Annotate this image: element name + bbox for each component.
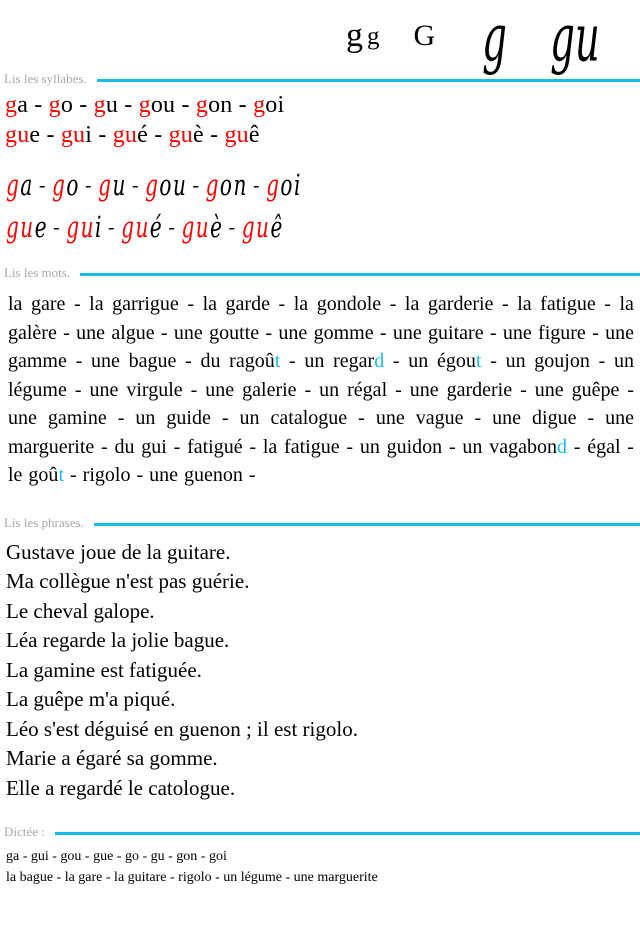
word-separator: - [339,435,360,458]
syllables-cursive-line-2 [0,206,640,248]
word-item [294,293,381,315]
word-item [535,379,620,401]
word-text: un regar [304,350,375,372]
syllable-separator: - [168,215,177,239]
syllable-separator: - [40,122,61,148]
syllable-onset: gu [168,122,193,148]
syllable-rime: on [219,167,248,203]
word-text: la garderie [404,293,494,315]
syllable-separator: - [38,173,48,197]
word-text: un goujon [505,350,590,372]
word-separator: - [64,464,83,486]
silent-letter: t [274,350,281,372]
section-heading-phrases-label: Lis les phrases. [4,514,84,530]
word-separator: - [442,435,463,458]
syllable-rime: ê [248,122,260,148]
word-item [203,293,270,315]
word-item [8,293,65,315]
syllable-separator: - [232,92,254,118]
word-text: fatigué [187,435,243,458]
word-text: la gondole [293,293,382,315]
syllable [242,197,284,258]
word-text: une bague [90,350,177,372]
section-heading-dictee [0,825,640,839]
syllable-rime: ou [159,167,188,203]
section-rule-words [80,273,640,276]
syllable [139,92,176,118]
syllables-print-line-1 [0,90,640,120]
word-separator: - [387,378,410,401]
section-heading-syllables [0,72,640,86]
word-separator: - [589,350,614,372]
syllable-onset: g [138,92,151,118]
syllable-onset: g [5,92,18,118]
word-text: du gui [114,435,167,458]
syllable-separator: - [73,92,94,118]
silent-letter: d [374,350,385,372]
syllable [61,122,92,148]
word-separator: - [493,293,518,315]
word-text: un guide [135,407,211,429]
letter-gu-cursive-icon: gu [550,0,600,77]
word-separator: - [463,407,493,429]
syllable-onset: gu [66,209,95,245]
syllable [113,122,148,148]
syllable-onset: g [205,167,220,203]
syllable-rime: ê [270,209,284,245]
syllable-rime: a [17,92,29,118]
syllable-rime: a [20,167,34,203]
syllable [5,92,28,118]
word-item [408,350,481,372]
syllable [5,122,40,148]
word-text: une goutte [173,321,260,344]
text-line: Gustave joue de la guitare. [6,539,231,564]
syllable-onset: gu [60,122,86,148]
syllable-onset: g [93,92,106,118]
text-line: Ma collègue n'est pas guérie. [6,569,250,593]
word-item [506,350,590,372]
word-item [492,407,576,429]
syllable-separator: - [148,122,169,148]
syllable-rime: é [149,209,164,245]
word-text: une figure [502,321,586,344]
word-separator: - [381,293,405,315]
word-separator: - [296,378,320,401]
syllable-rime: o [60,92,74,118]
syllable-onset: g [266,167,281,203]
word-text: la gare [8,293,66,315]
word-separator: - [178,293,203,315]
syllable [121,197,163,258]
word-item [8,464,64,486]
syllable [196,92,233,118]
word-item [278,322,373,344]
text-line: La gamine est fatiguée. [6,657,202,682]
letter-g-print-large-icon: g [346,17,363,54]
syllable-rime: u [105,92,119,118]
word-text: la garde [202,293,270,315]
syllable-onset: gu [181,209,211,245]
syllable-rime: o [66,167,80,203]
phrases-list [0,538,640,804]
word-separator: - [347,407,376,429]
word-text: un catalogue [239,407,348,429]
word-item [200,350,280,372]
word-item [187,436,243,458]
word-item [149,464,243,486]
syllable-separator: - [131,173,141,197]
syllable-separator: - [252,173,262,197]
syllable-separator: - [107,215,117,239]
syllable-rime: e [29,122,41,148]
word-separator: - [512,378,535,401]
focus-letters-header [0,0,640,77]
word-text: rigolo [82,464,131,486]
syllable-separator: - [28,92,49,118]
letter-g-cursive-icon: g [482,0,507,77]
syllable [49,92,73,118]
word-separator: - [242,464,256,486]
syllable [181,197,223,258]
section-rule-phrases [94,523,640,526]
word-separator: - [66,350,91,372]
silent-letter: t [475,350,482,372]
section-heading-dictee-label: Dictée : [4,824,45,839]
word-separator: - [620,435,634,458]
syllable [169,122,204,148]
syllables-print-line-2 [0,120,640,150]
syllable-onset: g [145,167,160,203]
word-separator: - [154,321,174,344]
syllable [66,197,103,258]
word-text: la fatigue [517,293,596,315]
word-item [135,407,210,429]
syllable-separator: - [84,173,94,197]
word-text: une marguerite [8,407,635,458]
word-item [115,436,167,458]
word-item [91,350,176,372]
word-item [90,379,183,401]
word-separator: - [242,435,263,458]
syllable-onset: g [52,167,67,203]
word-item [462,436,567,458]
word-text: une guitare [392,321,484,344]
word-separator: - [483,321,503,344]
syllable-onset: gu [6,209,35,245]
word-separator: - [182,378,206,401]
word-item [319,379,387,401]
syllable-separator: - [228,215,237,239]
syllable-onset: gu [112,122,138,148]
syllable-rime: e [34,209,49,245]
text-line: ga - gui - gou - gue - go - gu - gon - goi [6,849,227,864]
word-text: un guidon [359,435,443,458]
syllable-rime: è [193,122,204,148]
word-separator: - [259,321,279,344]
word-item [8,407,107,429]
word-text: une guenon [149,464,243,486]
word-text: un égou [408,350,476,372]
syllable-rime: on [208,92,233,118]
word-text: une gamme [8,321,634,372]
syllable-onset: gu [5,122,30,148]
word-item [587,436,620,458]
word-text: un légume [8,350,634,401]
syllable-rime: i [94,209,103,245]
word-text: la garrigue [89,293,179,315]
word-text: la fatigue [262,435,340,458]
word-text: égal [587,435,621,458]
section-heading-syllables-label: Lis les syllabes. [4,71,87,86]
dictee-list [0,846,640,888]
word-separator: - [481,350,506,372]
word-separator: - [66,378,90,401]
syllable-rime: i [85,122,93,148]
word-separator: - [384,350,409,372]
syllable-onset: g [98,167,113,203]
word-separator: - [176,350,201,372]
word-separator: - [585,321,606,344]
syllable-rime: é [137,122,148,148]
section-rule-syllables [97,79,640,82]
word-item [89,293,179,315]
word-item [517,293,596,315]
word-separator: - [106,407,136,429]
word-text: un vagabon [462,435,557,458]
word-text: une gomme [278,321,374,344]
syllable-rime: ou [150,92,176,118]
word-separator: - [619,378,634,401]
word-separator: - [566,435,588,458]
word-text: du ragoû [200,350,275,372]
word-separator: - [576,407,606,429]
word-item [174,322,259,344]
word-item [503,322,586,344]
syllable-onset: g [6,167,21,203]
section-heading-phrases [0,516,640,530]
section-heading-words [0,266,640,280]
syllable-onset: g [48,92,61,118]
syllable-onset: gu [241,209,271,245]
syllable-separator: - [175,92,196,118]
word-item [376,407,464,429]
word-separator: - [56,321,77,344]
word-item [410,379,512,401]
word-item [83,464,131,486]
word-text: un régal [319,378,388,401]
word-text: une guêpe [534,378,620,401]
text-line: Elle a regardé le catologue. [6,775,236,800]
syllable [224,122,259,148]
text-line: la bague - la gare - la guitare - rigolo - un légume - une marguerite [6,870,378,885]
words-list [0,290,640,490]
word-separator: - [280,350,305,372]
word-separator: - [373,321,393,344]
syllable-separator: - [92,122,113,148]
syllable-onset: g [253,92,266,118]
syllable-separator: - [203,122,225,148]
section-heading-words-label: Lis les mots. [4,265,71,280]
syllable-rime: oi [265,92,285,118]
letter-g-print-small-icon: g [367,22,380,50]
word-separator: - [210,407,240,429]
letter-G-print-capital-icon: G [413,19,436,52]
word-item [360,436,442,458]
word-item [263,436,340,458]
syllable-onset: g [195,92,209,118]
word-separator: - [595,293,620,315]
word-item [393,322,484,344]
word-separator: - [166,435,188,458]
section-rule-dictee [55,832,640,835]
silent-letter: t [58,464,64,486]
syllable-separator: - [53,215,62,239]
word-separator: - [94,435,115,458]
syllable-rime: è [210,209,224,245]
syllable [253,92,284,118]
syllable-rime: u [112,167,127,203]
word-text: une algue [76,321,155,344]
word-text: une virgule [89,378,183,401]
word-text: une gamine [8,407,107,429]
syllable [6,197,48,258]
syllable [94,92,118,118]
text-line: La guêpe m'a piqué. [6,687,176,711]
text-line: Léa regarde la jolie bague. [6,628,230,652]
word-item [405,293,494,315]
syllable-rime: oi [280,167,302,203]
syllable-onset: gu [224,122,249,148]
syllable-onset: gu [121,209,150,245]
word-item [240,407,348,429]
text-line: Marie a égaré sa gomme. [6,746,218,770]
syllable-separator: - [192,173,201,197]
text-line: Léo s'est déguisé en guenon ; il est rigolo. [6,716,358,741]
text-line: Le cheval galope. [6,598,155,623]
word-item [76,322,155,344]
word-text: une garderie [409,378,513,401]
word-text: une digue [492,407,577,429]
word-item [205,379,296,401]
word-text: une galerie [205,378,297,401]
silent-letter: d [556,435,567,458]
word-text: la galère [8,293,634,344]
word-separator: - [65,293,90,315]
word-text: une vague [375,407,464,429]
word-separator: - [269,293,294,315]
word-separator: - [130,464,150,486]
word-item [304,350,384,372]
word-text: le goû [8,464,59,486]
syllable-separator: - [118,92,139,118]
